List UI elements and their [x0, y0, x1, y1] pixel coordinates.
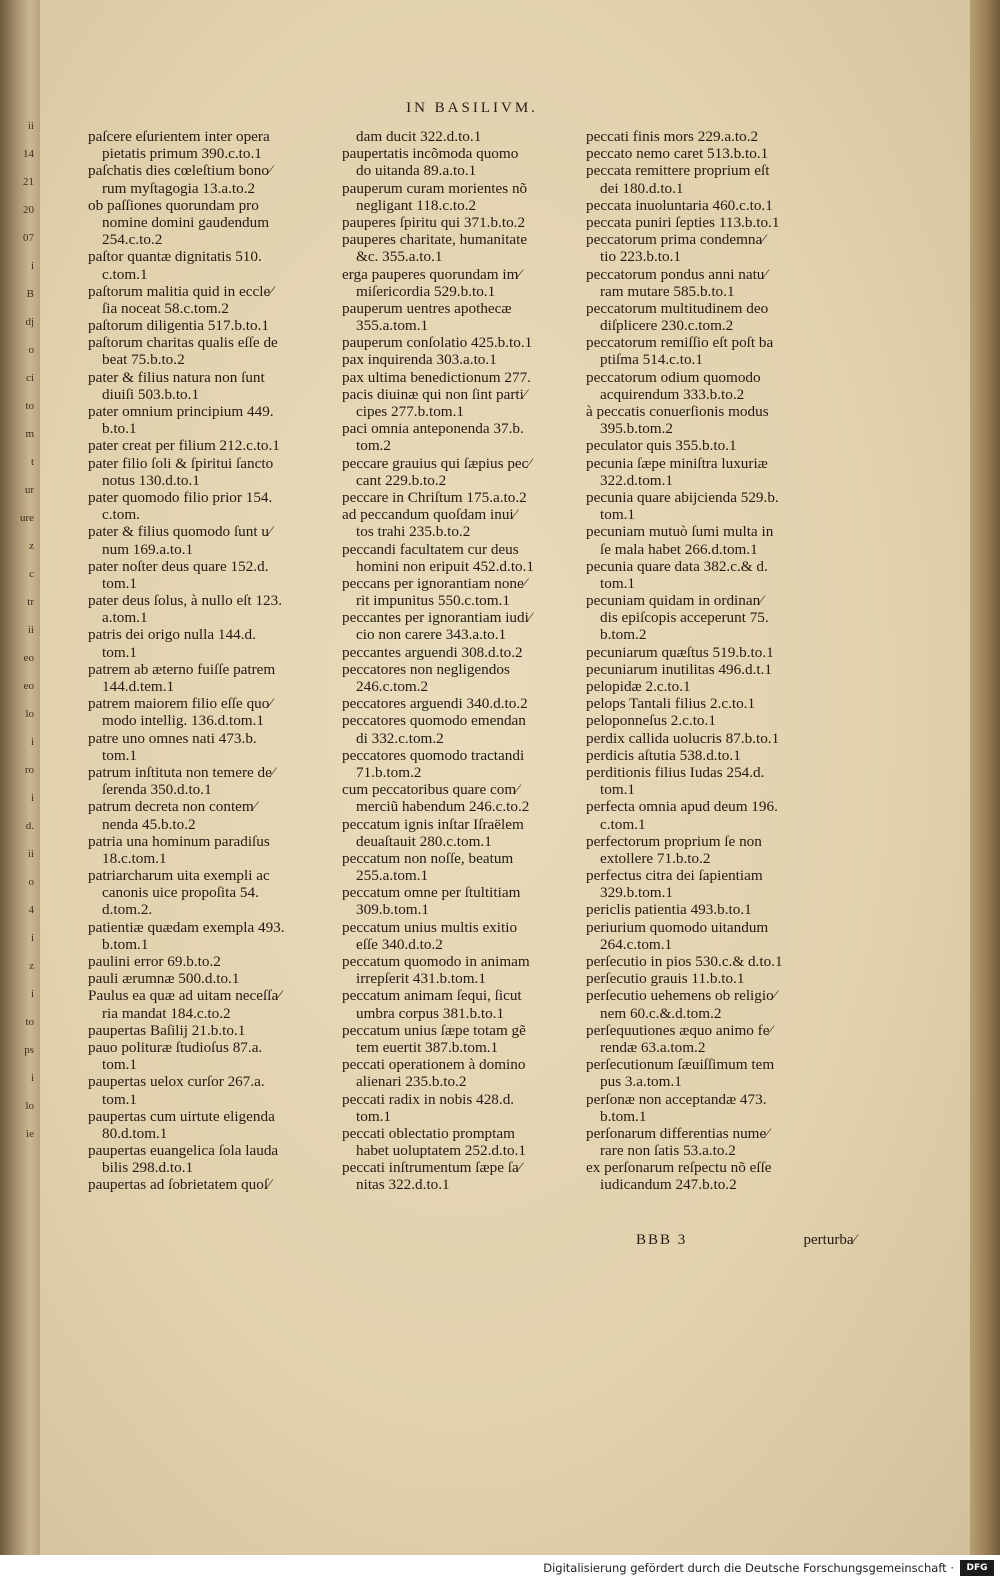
edge-fragment: o: [28, 876, 34, 888]
index-line: di 332.c.tom.2: [356, 729, 444, 747]
index-line: perſecutio grauis 11.b.to.1: [586, 970, 745, 988]
index-line: pecunia ſæpe miniſtra luxuriæ: [586, 454, 768, 472]
index-line: pecuniam mutuò ſumi multa in: [586, 523, 774, 541]
index-line: tos trahi 235.b.to.2: [356, 523, 471, 541]
index-line: b.tom.1: [102, 935, 149, 953]
index-line: ptiſma 514.c.to.1: [600, 351, 703, 369]
index-line: 80.d.tom.1: [102, 1124, 168, 1142]
index-line: b.tom.2: [600, 626, 647, 644]
index-line: b.to.1: [102, 420, 137, 438]
index-line: perdix callida uolucris 87.b.to.1: [586, 729, 780, 747]
index-line: pauperes ſpiritu qui 371.b.to.2: [342, 213, 526, 231]
index-line: diſplicere 230.c.tom.2: [600, 317, 734, 335]
index-line: paupertatis incõmoda quomo: [342, 145, 519, 163]
edge-fragment: d.: [25, 820, 34, 832]
index-line: peccare in Chriſtum 175.a.to.2: [342, 488, 527, 506]
index-line: ex perſonarum reſpectu nõ eſſe: [586, 1159, 772, 1177]
index-column-3: [586, 128, 856, 1194]
edge-fragment: ci: [26, 372, 34, 384]
index-line: peccatorum multitudinem deo: [586, 299, 769, 317]
index-line: cio non carere 343.a.to.1: [356, 626, 507, 644]
edge-fragment: ie: [26, 1128, 34, 1140]
index-line: perſecutionum ſæuiſſimum tem: [586, 1056, 775, 1074]
index-line: 255.a.tom.1: [356, 867, 429, 885]
index-line: pauperes charitate, humanitate: [342, 231, 528, 249]
edge-fragment: i: [30, 988, 34, 1000]
edge-fragment: ii: [27, 624, 34, 636]
index-line: perdicis aſtutia 538.d.to.1: [586, 746, 741, 764]
index-line: pauli ærumnæ 500.d.to.1: [88, 970, 240, 988]
digitization-footer: [0, 1555, 1000, 1583]
index-line: ob paſſiones quorundam pro: [88, 196, 259, 214]
index-line: ram mutare 585.b.to.1: [600, 282, 735, 300]
index-line: pecunia quare data 382.c.& d.: [586, 557, 768, 575]
index-line: pacis diuinæ qui non ſint parti⁄: [342, 385, 527, 403]
index-line: tom.1: [102, 1090, 138, 1108]
index-line: pax ultima benedictionum 277.: [342, 368, 531, 386]
index-line: pauperum uentres apothecæ: [342, 299, 512, 317]
page-footer: [636, 1232, 856, 1252]
index-line: perſequutiones æquo animo fe⁄: [586, 1021, 773, 1039]
edge-fragment: eo: [23, 652, 34, 664]
index-line: dei 180.d.to.1: [600, 179, 684, 197]
index-line: pauperum curam morientes nõ: [342, 179, 528, 197]
index-line: canonis uice propoſita 54.: [102, 884, 259, 902]
index-line: bilis 298.d.to.1: [102, 1159, 194, 1177]
index-line: peccatum non noſſe, beatum: [342, 849, 514, 867]
index-line: modo intellig. 136.d.tom.1: [102, 712, 264, 730]
index-line: perfectus citra dei ſapientiam: [586, 867, 763, 885]
index-line: periclis patientia 493.b.to.1: [586, 901, 752, 919]
index-line: perſecutio uehemens ob religio⁄: [586, 987, 777, 1005]
edge-fragment: to: [25, 1016, 34, 1028]
edge-fragment: lo: [25, 1100, 34, 1112]
index-line: pauperum conſolatio 425.b.to.1: [342, 334, 533, 352]
right-page-edge: [970, 0, 1000, 1555]
index-line: Paulus ea quæ ad uitam neceſſa⁄: [88, 987, 281, 1005]
index-line: patrem maiorem filio eſſe quo⁄: [88, 695, 272, 713]
index-line: pus 3.a.tom.1: [600, 1073, 682, 1091]
index-line: patre uno omnes nati 473.b.: [88, 729, 257, 747]
index-line: diuiſi 503.b.to.1: [102, 385, 200, 403]
index-line: peccati finis mors 229.a.to.2: [586, 128, 759, 145]
index-line: peccatorum remiſſio eſt poſt ba: [586, 334, 774, 352]
index-line: pater creat per filium 212.c.to.1: [88, 437, 280, 455]
index-line: &c. 355.a.to.1: [356, 248, 443, 266]
index-line: pecuniam quidam in ordinan⁄: [586, 592, 763, 610]
index-line: nenda 45.b.to.2: [102, 815, 196, 833]
index-line: d.tom.2.: [102, 901, 153, 919]
edge-fragment: i: [30, 1072, 34, 1084]
index-line: iudicandum 247.b.to.2: [600, 1176, 737, 1194]
index-line: ria mandat 184.c.to.2: [102, 1004, 231, 1022]
index-line: negligant 118.c.to.2: [356, 196, 477, 214]
index-line: pietatis primum 390.c.to.1: [102, 145, 262, 163]
index-line: 309.b.tom.1: [356, 901, 429, 919]
index-line: peccatum unius ſæpe totam gẽ: [342, 1021, 526, 1039]
index-line: peccatores quomodo tractandi: [342, 746, 525, 764]
index-line: patientiæ quædam exempla 493.: [88, 918, 285, 936]
index-line: patriarcharum uita exempli ac: [88, 867, 270, 885]
index-line: peccare grauius qui ſæpius pec⁄: [342, 454, 531, 472]
index-line: extollere 71.b.to.2: [600, 849, 711, 867]
edge-fragment: i: [30, 260, 34, 272]
edge-fragment: 20: [23, 204, 34, 216]
index-line: beat 75.b.to.2: [102, 351, 185, 369]
dfg-logo: DFG: [960, 1560, 994, 1576]
edge-fragment: 07: [23, 232, 34, 244]
index-line: ſerenda 350.d.to.1: [102, 781, 212, 799]
index-line: 144.d.tem.1: [102, 678, 175, 695]
index-line: peccati operationem à domino: [342, 1056, 526, 1074]
index-line: tom.1: [102, 1056, 138, 1074]
index-line: peloponneſus 2.c.to.1: [586, 712, 716, 730]
index-line: paulini error 69.b.to.2: [88, 953, 221, 970]
edge-fragment: ps: [24, 1044, 34, 1056]
index-line: alienari 235.b.to.2: [356, 1073, 467, 1091]
index-line: paci omnia anteponenda 37.b.: [342, 420, 524, 438]
index-line: perfectorum proprium ſe non: [586, 832, 762, 850]
index-line: ſia noceat 58.c.tom.2: [102, 299, 229, 317]
index-line: 246.c.tom.2: [356, 678, 429, 695]
index-line: peccatum ignis inſtar Iſraëlem: [342, 815, 524, 833]
index-line: perſonæ non acceptandæ 473.: [586, 1090, 767, 1108]
edge-fragment: t: [30, 456, 34, 468]
index-line: peccata inuoluntaria 460.c.to.1: [586, 196, 773, 214]
index-line: peccatores arguendi 340.d.to.2: [342, 695, 528, 713]
index-line: nem 60.c.&.d.tom.2: [600, 1004, 722, 1022]
index-line: paupertas ad ſobrietatem quoſ⁄: [88, 1176, 271, 1194]
edge-fragment: ure: [19, 512, 34, 524]
index-line: tom.1: [102, 574, 138, 592]
index-line: do uitanda 89.a.to.1: [356, 162, 477, 180]
index-line: periurium quomodo uitandum: [586, 918, 769, 936]
edge-fragment: z: [29, 540, 34, 552]
edge-fragment: to: [25, 400, 34, 412]
index-line: ſe mala habet 266.d.tom.1: [600, 540, 758, 558]
index-line: paupertas uelox curſor 267.a.: [88, 1073, 265, 1091]
index-line: peccatum unius multis exitio: [342, 918, 518, 936]
index-line: peccatores non negligendos: [342, 660, 510, 678]
index-line: pater filio ſoli & ſpiritui ſancto: [88, 454, 274, 472]
index-line: 322.d.tom.1: [600, 471, 673, 489]
running-header: IN BASILIVM.: [406, 100, 538, 116]
index-line: peccati oblectatio promptam: [342, 1124, 515, 1142]
index-line: pater noſter deus quare 152.d.: [88, 557, 269, 575]
index-line: notus 130.d.to.1: [102, 471, 200, 489]
index-line: irrepſerit 431.b.tom.1: [356, 970, 486, 988]
index-line: paſcere eſurientem inter opera: [88, 128, 270, 145]
index-line: pater deus ſolus, à nullo eſt 123.: [88, 592, 283, 610]
index-line: peccatum quomodo in animam: [342, 953, 530, 970]
index-line: cant 229.b.to.2: [356, 471, 447, 489]
index-line: peccandi facultatem cur deus: [342, 540, 519, 558]
edge-fragment: ur: [24, 484, 34, 496]
index-line: peccata remittere proprium eſt: [586, 162, 770, 180]
index-line: dam ducit 322.d.to.1: [356, 128, 482, 145]
index-line: rit impunitus 550.c.tom.1: [356, 592, 510, 610]
index-line: perſonarum differentias nume⁄: [586, 1124, 769, 1142]
index-line: peccatores quomodo emendan: [342, 712, 526, 730]
index-line: pater & filius natura non ſunt: [88, 368, 265, 386]
index-line: ad peccandum quoſdam inui⁄: [342, 506, 517, 524]
index-line: tom.1: [102, 746, 138, 764]
index-line: peccatorum odium quomodo: [586, 368, 761, 386]
index-line: c.tom.1: [102, 265, 148, 283]
index-line: 264.c.tom.1: [600, 935, 673, 953]
index-column-2: [342, 128, 582, 1194]
edge-fragment: o: [28, 344, 34, 356]
index-line: pax inquirenda 303.a.to.1: [342, 351, 497, 369]
index-line: tom.1: [600, 781, 636, 799]
index-line: peccata puniri ſepties 113.b.to.1: [586, 213, 780, 231]
index-line: peccatorum prima condemna⁄: [586, 231, 765, 249]
index-line: 71.b.tom.2: [356, 763, 422, 781]
index-line: pelops Tantali filius 2.c.to.1: [586, 695, 756, 713]
index-line: peccantes per ignorantiam iudi⁄: [342, 609, 532, 627]
index-line: rendæ 63.a.tom.2: [600, 1038, 706, 1056]
edge-fragment: dj: [25, 316, 34, 328]
index-line: pater & filius quomodo ſunt u⁄: [88, 523, 272, 541]
index-line: peculator quis 355.b.to.1: [586, 437, 737, 455]
index-line: 18.c.tom.1: [102, 849, 167, 867]
index-line: 254.c.to.2: [102, 231, 163, 249]
index-line: pelopidæ 2.c.to.1: [586, 678, 691, 695]
index-line: 329.b.tom.1: [600, 884, 673, 902]
index-line: paſtorum charitas qualis eſſe de: [88, 334, 278, 352]
index-line: patrum inſtituta non temere de⁄: [88, 763, 275, 781]
index-line: 355.a.tom.1: [356, 317, 429, 335]
edge-fragment: 21: [23, 176, 34, 188]
edge-fragment: 4: [28, 904, 34, 916]
index-line: patria una hominum paradiſus: [88, 832, 270, 850]
index-line: peccatum animam ſequi, ſicut: [342, 987, 522, 1005]
index-line: habet uoluptatem 252.d.to.1: [356, 1142, 526, 1160]
index-line: 395.b.tom.2: [600, 420, 673, 438]
index-line: umbra corpus 381.b.to.1: [356, 1004, 505, 1022]
index-line: tom.2: [356, 437, 392, 455]
edge-fragment: ro: [24, 764, 34, 776]
index-line: tio 223.b.to.1: [600, 248, 682, 266]
index-line: nitas 322.d.to.1: [356, 1176, 450, 1194]
index-line: deuaſtauit 280.c.tom.1: [356, 832, 492, 850]
index-line: pecuniarum inutilitas 496.d.t.1: [586, 660, 773, 678]
index-line: patrum decreta non contem⁄: [88, 798, 257, 816]
edge-fragment: m: [25, 428, 34, 440]
left-page-edge: [0, 0, 40, 1555]
edge-fragment: 14: [23, 148, 34, 160]
index-line: cipes 277.b.tom.1: [356, 403, 464, 420]
index-line: peccati inſtrumentum ſæpe ſa⁄: [342, 1159, 522, 1177]
index-line: à peccatis conuerſionis modus: [586, 403, 769, 420]
index-line: tom.1: [102, 643, 138, 661]
index-line: a.tom.1: [102, 609, 148, 627]
book-page: [40, 0, 970, 1555]
edge-fragment: i: [30, 736, 34, 748]
index-line: perditionis filius Iudas 254.d.: [586, 763, 765, 781]
index-line: tom.1: [356, 1107, 392, 1125]
index-line: homini non eripuit 452.d.to.1: [356, 557, 535, 575]
index-line: perſecutio in pios 530.c.& d.to.1: [586, 953, 783, 970]
edge-fragment: eo: [23, 680, 34, 692]
edge-fragment: ii: [27, 120, 34, 132]
index-line: paupertas euangelica ſola lauda: [88, 1142, 279, 1160]
index-line: peccato nemo caret 513.b.to.1: [586, 145, 769, 163]
edge-fragment: ii: [27, 848, 34, 860]
index-line: merciũ habendum 246.c.to.2: [356, 798, 530, 816]
edge-fragment: z: [29, 960, 34, 972]
index-line: peccans per ignorantiam none⁄: [342, 574, 527, 592]
funding-notice: Digitalisierung gefördert durch die Deutsche Forschungsgemeinschaft ·: [543, 1561, 954, 1575]
index-line: peccatum omne per ſtultitiam: [342, 884, 521, 902]
index-line: eſſe 340.d.to.2: [356, 935, 443, 953]
index-line: erga pauperes quorundam im⁄: [342, 265, 521, 283]
index-line: num 169.a.to.1: [102, 540, 194, 558]
index-line: tom.1: [600, 574, 636, 592]
index-line: nomine domini gaudendum: [102, 213, 270, 231]
index-line: acquirendum 333.b.to.2: [600, 385, 745, 403]
edge-fragment: tr: [27, 596, 34, 608]
edge-fragment: lo: [25, 708, 34, 720]
index-line: pater omnium principium 449.: [88, 403, 274, 420]
index-line: cum peccatoribus quare com⁄: [342, 781, 519, 799]
index-line: tem euertit 387.b.tom.1: [356, 1038, 499, 1056]
index-line: rare non ſatis 53.a.to.2: [600, 1142, 736, 1160]
index-line: peccantes arguendi 308.d.to.2: [342, 643, 523, 661]
index-line: pecunia quare abijcienda 529.b.: [586, 488, 779, 506]
index-line: b.tom.1: [600, 1107, 647, 1125]
index-line: perfecta omnia apud deum 196.: [586, 798, 778, 816]
index-line: paſtor quantæ dignitatis 510.: [88, 248, 262, 266]
index-line: paupertas cum uirtute eligenda: [88, 1107, 275, 1125]
signature-mark: BBB 3: [636, 1232, 688, 1248]
index-line: c.tom.: [102, 506, 140, 524]
index-line: dis epiſcopis acceperunt 75.: [600, 609, 769, 627]
index-line: paſtorum diligentia 517.b.to.1: [88, 317, 269, 335]
index-line: pater quomodo filio prior 154.: [88, 488, 273, 506]
index-line: rum myſtagogia 13.a.to.2: [102, 179, 256, 197]
edge-fragment: c: [29, 568, 34, 580]
index-line: paſchatis dies cœleſtium bono⁄: [88, 162, 272, 180]
index-line: pecuniarum quæſtus 519.b.to.1: [586, 643, 774, 661]
index-line: paſtorum malitia quid in eccle⁄: [88, 282, 273, 300]
edge-fragment: i: [30, 792, 34, 804]
index-column-1: [88, 128, 336, 1194]
index-line: peccati radix in nobis 428.d.: [342, 1090, 515, 1108]
catchword: perturba⁄: [803, 1232, 856, 1248]
index-line: peccatorum pondus anni natu⁄: [586, 265, 767, 283]
index-line: tom.1: [600, 506, 636, 524]
index-line: miſericordia 529.b.to.1: [356, 282, 496, 300]
edge-fragment: B: [26, 288, 34, 300]
index-line: patrem ab æterno fuiſſe patrem: [88, 660, 276, 678]
index-line: c.tom.1: [600, 815, 646, 833]
index-line: pauo polituræ ſtudioſus 87.a.: [88, 1038, 263, 1056]
index-line: patris dei origo nulla 144.d.: [88, 626, 256, 644]
index-line: paupertas Baſilij 21.b.to.1: [88, 1021, 246, 1039]
edge-fragment: i: [30, 932, 34, 944]
